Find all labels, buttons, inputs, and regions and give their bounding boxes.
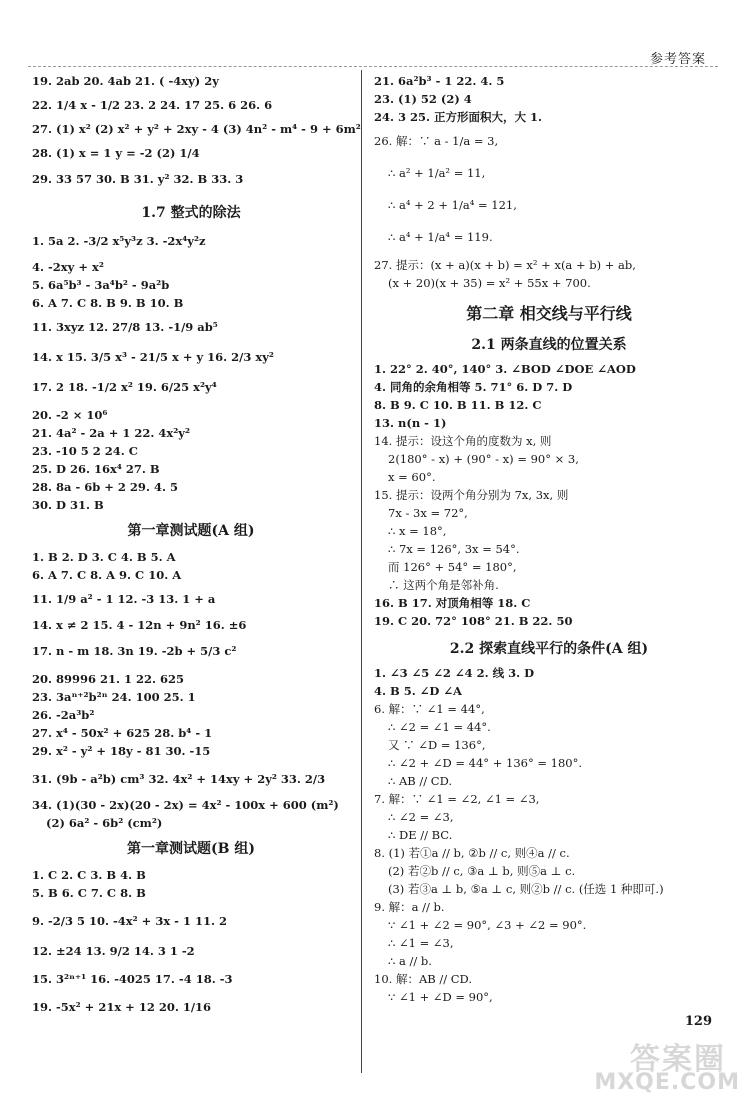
watermark-logo-text: 答案圈 xyxy=(630,1042,726,1077)
answer-line: 5. B 6. C 7. C 8. B xyxy=(32,886,146,900)
answer-line: ∴ x = 18°, xyxy=(388,524,447,538)
answer-line: 28. (1) x = 1 y = -2 (2) 1/4 xyxy=(32,146,200,160)
answer-line: 19. 2ab 20. 4ab 21. ( -4xy) 2y xyxy=(32,74,219,88)
section-heading: 第一章测试题(A 组) xyxy=(127,523,255,539)
answer-line: ∴ ∠2 = ∠1 = 44°. xyxy=(388,720,491,734)
answer-line: 4. -2xy + x² xyxy=(32,260,104,274)
answer-line: 7. 解：∵ ∠1 = ∠2, ∠1 = ∠3, xyxy=(374,792,540,806)
answer-line: 20. 89996 21. 1 22. 625 xyxy=(32,672,185,686)
answer-line: 27. (1) x² (2) x² + y² + 2xy - 4 (3) 4n² - m⁴ - 9 + 6m² xyxy=(32,122,361,136)
answer-line: 11. 3xyz 12. 27/8 13. -1/9 ab⁵ xyxy=(32,320,218,334)
answer-line: 6. A 7. C 8. A 9. C 10. A xyxy=(32,568,182,582)
answer-line: 2(180° - x) + (90° - x) = 90° × 3, xyxy=(388,452,579,466)
answer-line: 26. 解：∵ a - 1/a = 3, xyxy=(374,134,499,148)
answer-line: 22. 1/4 x - 1/2 23. 2 24. 17 25. 6 26. 6 xyxy=(32,98,273,112)
answer-line: 又 ∵ ∠D = 136°, xyxy=(388,738,486,752)
watermark-site-text: MXQE.COM xyxy=(594,1070,740,1095)
answer-line: 12. ±24 13. 9/2 14. 3 1 -2 xyxy=(32,944,195,958)
answer-line: 1. 22° 2. 40°, 140° 3. ∠BOD ∠DOE ∠AOD xyxy=(374,362,636,376)
answer-line: ∴ 这两个角是邻补角. xyxy=(388,578,499,592)
section-heading: 2.2 探索直线平行的条件(A 组) xyxy=(449,641,649,657)
answer-line: (3) 若③a ⊥ b, ⑤a ⊥ c, 则②b // c. (任选 1 种即可.) xyxy=(388,882,664,896)
answer-line: ∴ 7x = 126°, 3x = 54°. xyxy=(388,542,520,556)
answer-line: 26. -2a³b² xyxy=(32,708,95,722)
answer-line: 6. A 7. C 8. B 9. B 10. B xyxy=(32,296,184,310)
section-heading: 1.7 整式的除法 xyxy=(141,205,241,221)
answer-line: 14. 提示：设这个角的度数为 x, 则 xyxy=(374,434,552,448)
answer-line: 1. ∠3 ∠5 ∠2 ∠4 2. 线 3. D xyxy=(374,666,535,680)
answer-line: 19. C 20. 72° 108° 21. B 22. 50 xyxy=(374,614,573,628)
answer-line: ∴ a⁴ + 1/a⁴ = 119. xyxy=(388,230,493,244)
answer-line: 29. 33 57 30. B 31. y² 32. B 33. 3 xyxy=(32,172,244,186)
answer-line: 16. B 17. 对顶角相等 18. C xyxy=(374,596,531,610)
answer-line: ∴ AB // CD. xyxy=(388,774,453,788)
answer-line: 17. n - m 18. 3n 19. -2b + 5/3 c² xyxy=(32,644,237,658)
answer-line: (2) 6a² - 6b² (cm²) xyxy=(46,816,163,830)
answer-line: 8. (1) 若①a // b, ②b // c, 则④a // c. xyxy=(374,846,570,860)
answer-line: ∴ a⁴ + 2 + 1/a⁴ = 121, xyxy=(388,198,517,212)
answer-line: 23. 3aⁿ⁺²b²ⁿ 24. 100 25. 1 xyxy=(32,690,196,704)
answer-line: (2) 若②b // c, ③a ⊥ b, 则⑤a ⊥ c. xyxy=(388,864,576,878)
answer-line: 4. B 5. ∠D ∠A xyxy=(374,684,462,698)
answer-line: ∴ ∠1 = ∠3, xyxy=(388,936,454,950)
answer-line: 20. -2 × 10⁶ xyxy=(32,408,108,422)
answer-line: 而 126° + 54° = 180°, xyxy=(388,560,517,574)
answer-line: ∴ ∠2 + ∠D = 44° + 136° = 180°. xyxy=(388,756,583,770)
answer-line: 28. 8a - 6b + 2 29. 4. 5 xyxy=(32,480,178,494)
answer-line: 1. C 2. C 3. B 4. B xyxy=(32,868,146,882)
column-divider xyxy=(361,70,362,1073)
left-answer-column xyxy=(32,74,361,1014)
answer-line: 4. 同角的余角相等 5. 71° 6. D 7. D xyxy=(374,380,573,394)
chapter-heading: 第二章 相交线与平行线 xyxy=(466,304,632,323)
answer-line: 1. B 2. D 3. C 4. B 5. A xyxy=(32,550,176,564)
answer-line: x = 60°. xyxy=(388,470,436,484)
answer-line: 31. (9b - a²b) cm³ 32. 4x² + 14xy + 2y² 33. 2/3 xyxy=(32,772,326,786)
answer-line: 27. x⁴ - 50x² + 625 28. b⁴ - 1 xyxy=(32,726,213,740)
answer-line: 24. 3 25. 正方形面积大，大 1. xyxy=(374,110,543,124)
page-number: 129 xyxy=(684,1014,712,1029)
answer-line: 23. (1) 52 (2) 4 xyxy=(374,92,472,106)
right-answer-column xyxy=(374,74,724,1004)
answer-line: ∴ ∠2 = ∠3, xyxy=(388,810,454,824)
header-divider xyxy=(28,66,718,67)
answer-line: 7x - 3x = 72°, xyxy=(388,506,468,520)
section-heading: 2.1 两条直线的位置关系 xyxy=(471,337,627,353)
answer-line: 30. D 31. B xyxy=(32,498,104,512)
answer-line: ∴ a // b. xyxy=(388,954,432,968)
answer-line: 21. 6a²b³ - 1 22. 4. 5 xyxy=(374,74,505,88)
answer-line: 1. 5a 2. -3/2 x⁵y³z 3. -2x⁴y²z xyxy=(32,234,206,248)
answer-line: ∴ DE // BC. xyxy=(388,828,453,842)
answer-line: 11. 1/9 a² - 1 12. -3 13. 1 + a xyxy=(32,592,216,606)
page-header-title: 参考答案 xyxy=(649,52,706,67)
answer-line: ∵ ∠1 + ∠2 = 90°, ∠3 + ∠2 = 90°. xyxy=(388,918,587,932)
answer-line: 27. 提示：(x + a)(x + b) = x² + x(a + b) + ab, xyxy=(374,258,636,272)
section-heading: 第一章测试题(B 组) xyxy=(127,841,255,857)
answer-line: 5. 6a⁵b³ - 3a⁴b² - 9a²b xyxy=(32,278,170,292)
answer-line: 8. B 9. C 10. B 11. B 12. C xyxy=(374,398,542,412)
answer-line: 21. 4a² - 2a + 1 22. 4x²y² xyxy=(32,426,191,440)
answer-line: 14. x ≠ 2 15. 4 - 12n + 9n² 16. ±6 xyxy=(32,618,247,632)
answer-line: 13. n(n - 1) xyxy=(374,416,447,430)
answer-line: ∵ ∠1 + ∠D = 90°, xyxy=(388,990,493,1004)
answer-line: 29. x² - y² + 18y - 81 30. -15 xyxy=(32,744,211,758)
answer-line: 23. -10 5 2 24. C xyxy=(32,444,138,458)
answer-line: 14. x 15. 3/5 x³ - 21/5 x + y 16. 2/3 xy² xyxy=(32,350,274,364)
answer-line: 17. 2 18. -1/2 x² 19. 6/25 x²y⁴ xyxy=(32,380,217,394)
answer-line: 9. -2/3 5 10. -4x² + 3x - 1 11. 2 xyxy=(32,914,227,928)
answer-line: 15. 提示：设两个角分别为 7x, 3x, 则 xyxy=(374,488,569,502)
answer-line: 9. 解：a // b. xyxy=(374,900,445,914)
answer-line: ∴ a² + 1/a² = 11, xyxy=(388,166,486,180)
answer-line: 10. 解：AB // CD. xyxy=(374,972,473,986)
answer-line: 6. 解：∵ ∠1 = 44°, xyxy=(374,702,485,716)
answer-line: 25. D 26. 16x⁴ 27. B xyxy=(32,462,160,476)
answer-line: 15. 3²ⁿ⁺¹ 16. -4025 17. -4 18. -3 xyxy=(32,972,233,986)
answer-line: 19. -5x² + 21x + 12 20. 1/16 xyxy=(32,1000,212,1014)
answer-line: (x + 20)(x + 35) = x² + 55x + 700. xyxy=(388,276,591,290)
answer-line: 34. (1)(30 - 2x)(20 - 2x) = 4x² - 100x + 600 (m²) xyxy=(32,798,339,812)
